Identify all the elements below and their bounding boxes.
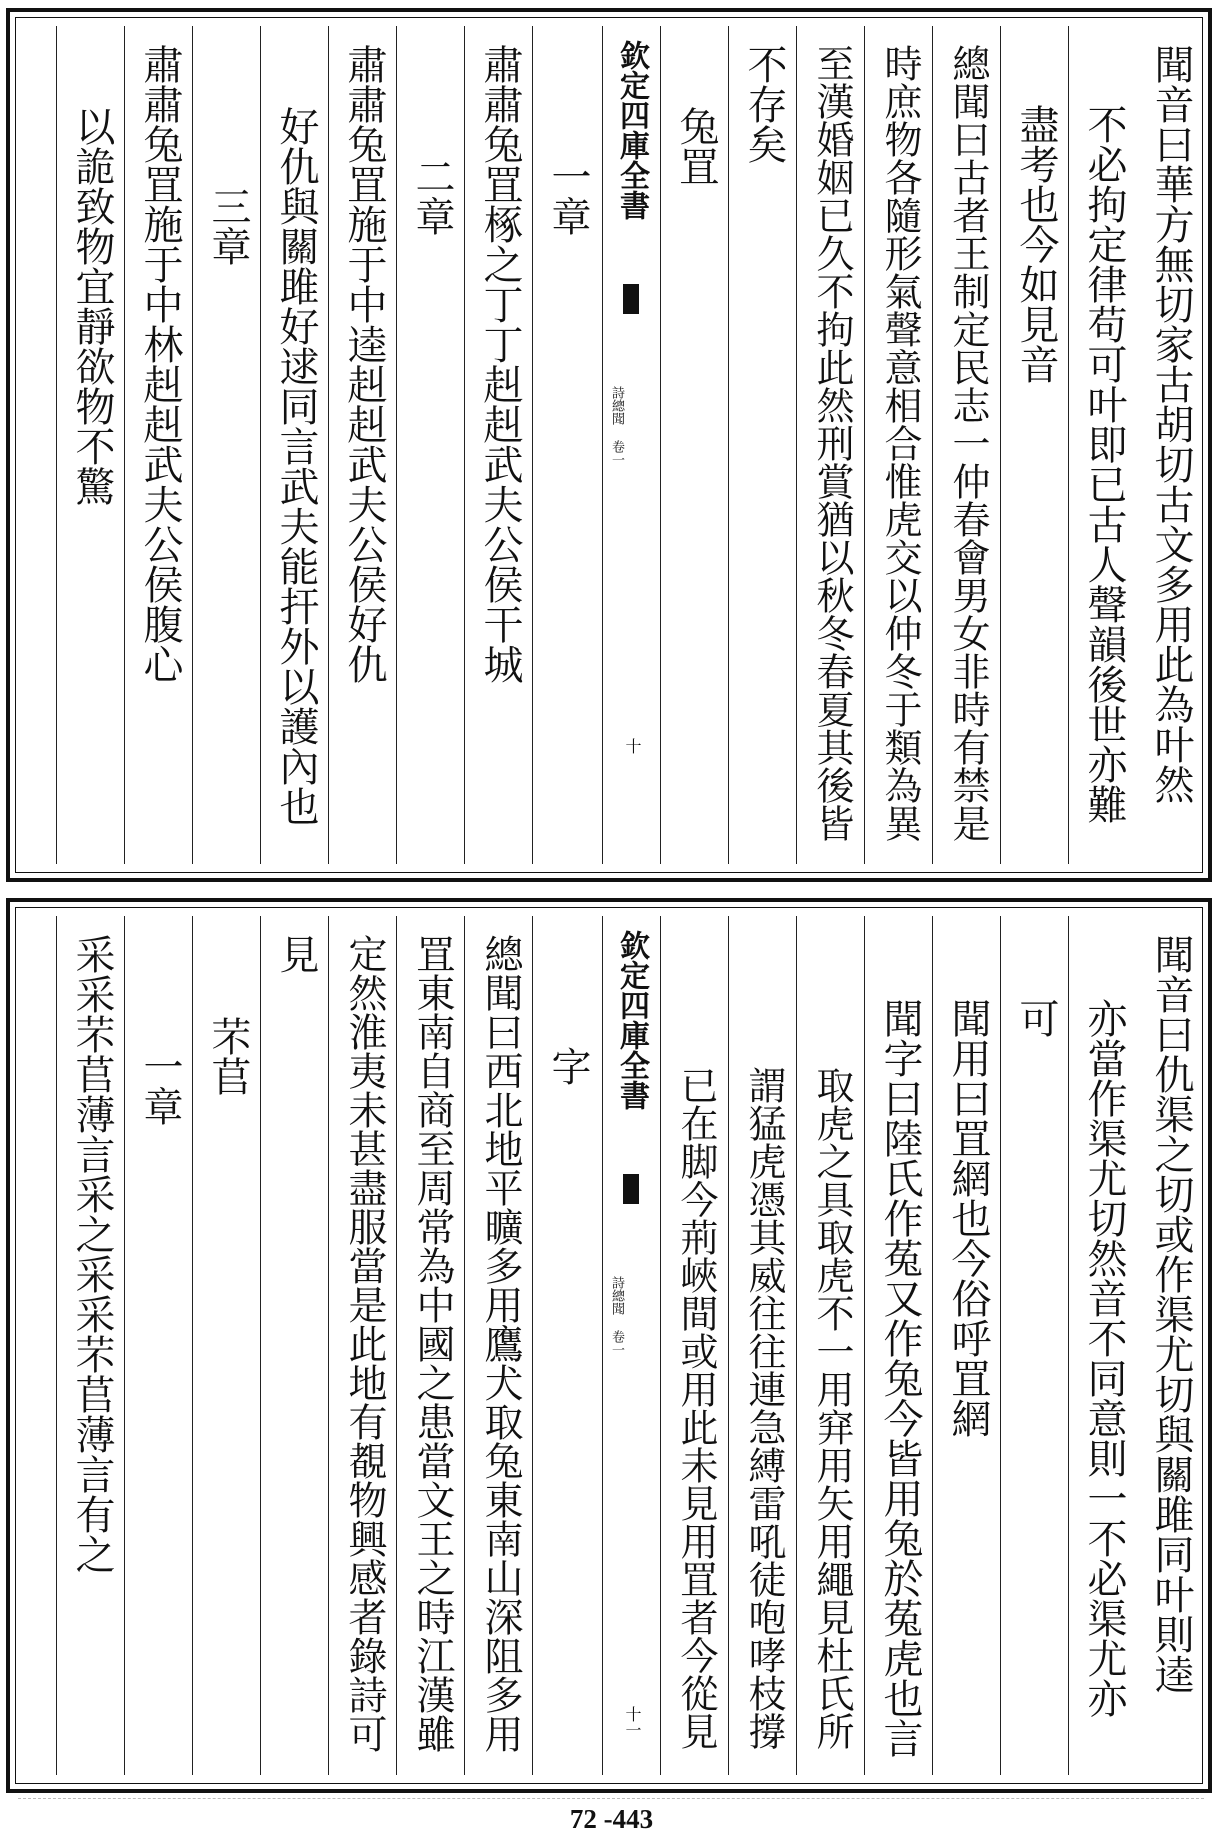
text-column	[1000, 26, 1070, 864]
column-text: 聞字曰陸氏作菟又作兔今皆用兔於菟虎也言	[877, 998, 923, 1758]
column-text: 好仇與關雎好逑同言武夫能扞外以護內也	[273, 106, 319, 826]
leaf-number: 十	[623, 738, 642, 754]
column-text: 取虎之具取虎不一用穽用矢用繩見杜氏所	[810, 1066, 854, 1750]
column-text: 可	[1013, 998, 1059, 1038]
text-column	[660, 916, 730, 1775]
column-text: 肅肅兔罝椓之丁丁赳赳武夫公侯干城	[477, 44, 523, 684]
volume-label: 詩總聞 卷一	[609, 386, 624, 466]
text-column	[328, 26, 398, 864]
column-text: 采采芣苢薄言采之采采芣苢薄言有之	[69, 934, 115, 1574]
column-text: 兔罝	[673, 106, 719, 186]
text-column	[796, 916, 866, 1775]
fish-tail-mark	[623, 284, 639, 314]
text-column	[192, 916, 262, 1775]
column-text: 已在脚今荊峽間或用此未見用罝者今從見	[674, 1066, 718, 1750]
text-column	[932, 916, 1002, 1775]
column-text: 以詭致物宜靜欲物不驚	[69, 106, 115, 506]
text-column	[796, 26, 866, 864]
text-column	[56, 26, 126, 864]
column-text: 芣苢	[205, 1016, 251, 1096]
scan-page-number: 72 -443	[569, 1804, 654, 1834]
column-text: 盡考也今如見音	[1013, 104, 1059, 384]
text-column	[124, 916, 194, 1775]
text-column	[260, 26, 330, 864]
column-text: 罝東南自商至周常為中國之患當文王之時江漢雖	[410, 934, 455, 1753]
text-column	[728, 916, 798, 1775]
text-column	[1000, 916, 1070, 1775]
column-text: 聞音曰仇渠之切或作渠尤切與關雎同叶則逵	[1148, 934, 1194, 1694]
text-column	[396, 916, 466, 1775]
column-text: 聞音曰華方無切家古胡切古文多用此為叶然	[1148, 44, 1194, 804]
column-text: 定然淮夷未甚盡服當是此地有覩物興感者錄詩可	[342, 934, 387, 1753]
text-column	[124, 26, 194, 864]
page-divider	[18, 1798, 1204, 1799]
column-text: 至漢婚姻已久不拘此然刑賞猶以秋冬春夏其後皆	[810, 44, 854, 842]
column-text: 一章	[545, 156, 591, 236]
text-column	[464, 26, 534, 864]
column-text: 聞用曰罝網也今俗呼罝網	[945, 998, 991, 1438]
column-text: 總聞曰西北地平曠多用鷹犬取兔東南山深阻多用	[478, 934, 523, 1753]
column-text: 二章	[409, 156, 455, 236]
text-column	[1136, 26, 1206, 864]
text-column	[728, 26, 798, 864]
text-column	[532, 916, 602, 1775]
text-column	[1068, 26, 1138, 864]
column-text: 肅肅兔罝施于中逵赳赳武夫公侯好仇	[341, 44, 387, 684]
text-column	[864, 26, 934, 864]
column-text: 不存矣	[741, 44, 787, 164]
book-title: 欽定四庫全書	[614, 930, 649, 1110]
text-column	[1136, 916, 1206, 1775]
text-column	[192, 26, 262, 864]
text-column	[1068, 916, 1138, 1775]
text-column	[396, 26, 466, 864]
fish-tail-mark	[623, 1174, 639, 1204]
column-text: 不必拘定律苟可叶即已古人聲韻後世亦難	[1081, 104, 1127, 824]
column-text: 肅肅兔罝施于中林赳赳武夫公侯腹心	[137, 44, 183, 684]
column-text: 謂猛虎憑其威往往連急縛雷吼徒咆哮枝撐	[742, 1066, 786, 1750]
page-fold-header	[602, 26, 660, 864]
upper-book-page	[6, 8, 1212, 882]
leaf-number: 十一	[623, 1706, 642, 1738]
column-text: 總聞曰古者王制定民志一仲春會男女非時有禁是	[946, 44, 990, 842]
column-text: 字	[545, 1046, 591, 1086]
column-text: 三章	[205, 186, 251, 266]
page-fold-header	[602, 916, 660, 1775]
book-title: 欽定四庫全書	[614, 40, 649, 220]
column-text: 見	[273, 934, 319, 974]
text-column	[660, 26, 730, 864]
column-text: 一章	[137, 1046, 183, 1126]
text-column	[864, 916, 934, 1775]
volume-label: 詩總聞 卷一	[609, 1276, 624, 1356]
text-column	[932, 26, 1002, 864]
column-text: 亦當作渠尤切然音不同意則一不必渠尤亦	[1081, 998, 1127, 1718]
column-text: 時庶物各隨形氣聲意相合惟虎交以仲冬于類為異	[878, 44, 922, 842]
text-column	[260, 916, 330, 1775]
text-column	[328, 916, 398, 1775]
text-column	[56, 916, 126, 1775]
text-column	[532, 26, 602, 864]
text-column	[464, 916, 534, 1775]
lower-book-page	[6, 898, 1212, 1793]
